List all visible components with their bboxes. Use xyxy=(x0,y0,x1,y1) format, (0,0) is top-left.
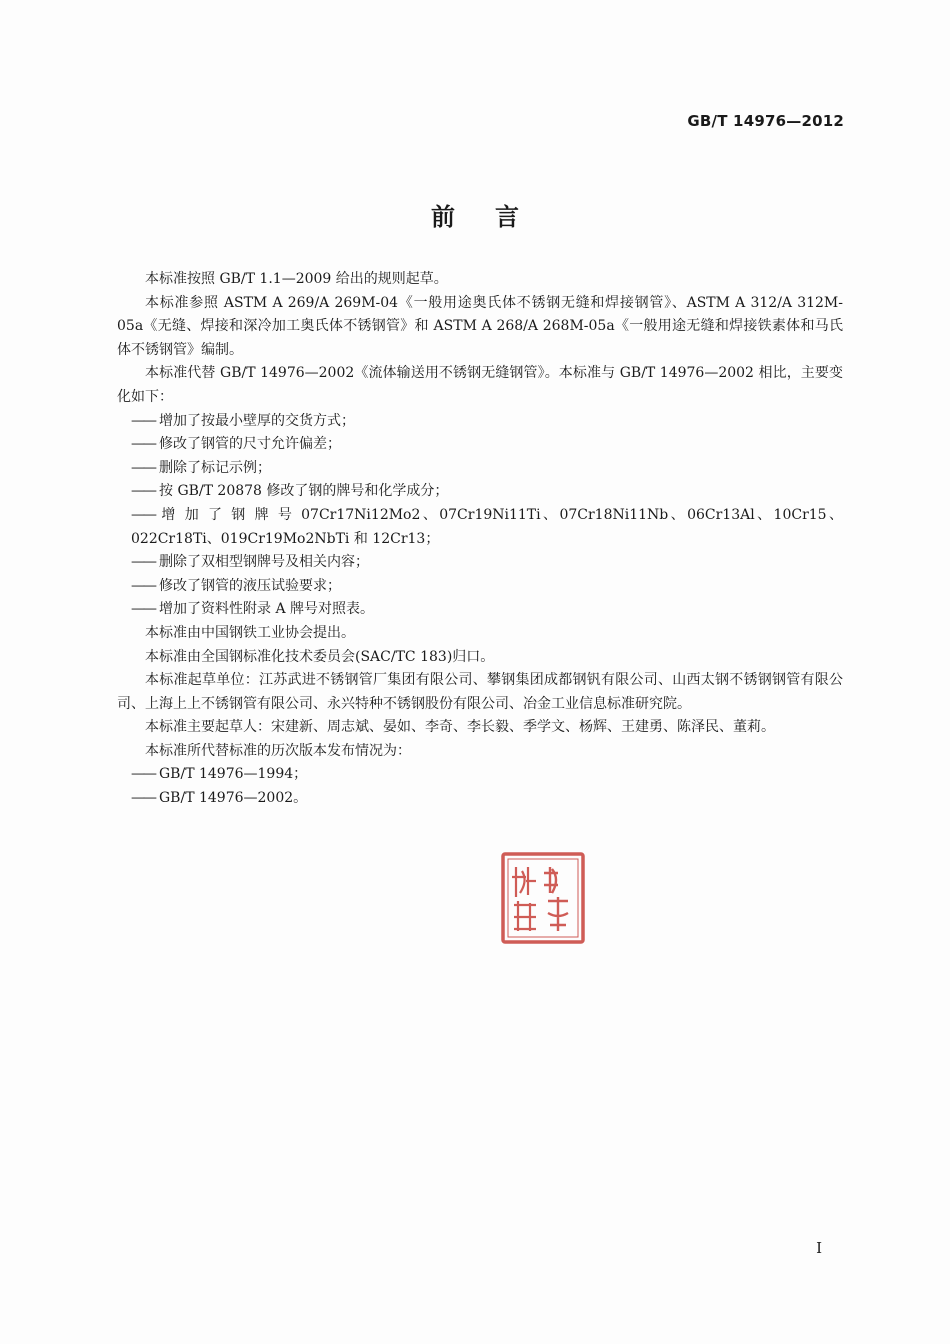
change-item: —— 修改了钢管的液压试验要求； xyxy=(117,575,843,599)
dash-mark: —— xyxy=(131,436,155,453)
paragraph-drafting-rules: 本标准按照 GB/T 1.1—2009 给出的规则起草。 xyxy=(145,271,448,287)
change-item: —— 增 加 了 钢 牌 号 07Cr17Ni12Mo2、07Cr19Ni11Ti、07Cr18Ni11Nb、06Cr13Al、10Cr15、022Cr18Ti、019Cr19Mo2NbTi 和 12Cr13； xyxy=(117,504,843,551)
dash-mark: —— xyxy=(131,459,155,476)
paragraph-replacement: 本标准代替 GB/T 14976—2002《流体输送用不锈钢无缝钢管》。本标准与 GB/T 14976—2002 相比，主要变化如下： xyxy=(117,365,843,405)
dash-mark: —— xyxy=(131,766,155,783)
dash-mark: —— xyxy=(131,601,155,618)
seal-glyph xyxy=(512,867,536,897)
dash-mark: —— xyxy=(131,483,155,500)
red-seal-stamp xyxy=(500,851,586,945)
change-item: —— 按 GB/T 20878 修改了钢的牌号和化学成分； xyxy=(117,480,843,504)
dash-mark: —— xyxy=(131,506,155,523)
dash-mark: —— xyxy=(131,577,155,594)
dash-mark: —— xyxy=(131,790,155,807)
paragraph-jurisdiction: 本标准由全国钢标准化技术委员会(SAC/TC 183)归口。 xyxy=(145,648,495,665)
seal-glyph xyxy=(548,897,568,931)
standard-number: GB/T 14976—2012 xyxy=(687,112,844,130)
paragraph-history-intro: 本标准所代替标准的历次版本发布情况为： xyxy=(145,742,411,759)
change-item: —— 删除了双相型钢牌号及相关内容； xyxy=(117,551,843,575)
dash-mark: —— xyxy=(131,412,155,429)
change-item: —— 删除了标记示例； xyxy=(117,457,843,481)
paragraph-proposed-by: 本标准由中国钢铁工业协会提出。 xyxy=(145,624,355,641)
foreword-body xyxy=(117,268,843,811)
change-item: —— 修改了钢管的尺寸允许偏差； xyxy=(117,433,843,457)
paragraph-reference-standards: 本标准参照 ASTM A 269/A 269M-04《一般用途奥氏体不锈钢无缝和焊接钢管》、ASTM A 312/A 312M-05a《无缝、焊接和深冷加工奥氏体不锈钢管》和 ASTM A 268/A 268M-05a《一般用途无缝和焊接铁素体和马氏体不锈钢管》编制。 xyxy=(117,294,843,358)
change-item: —— 增加了资料性附录 A 牌号对照表。 xyxy=(117,598,843,622)
page-number: I xyxy=(816,1239,822,1257)
history-item: —— GB/T 14976—1994； xyxy=(117,763,843,787)
paragraph-drafting-units: 本标准起草单位：江苏武进不锈钢管厂集团有限公司、攀钢集团成都钢钒有限公司、山西太钢不锈钢钢管有限公司、上海上上不锈钢管有限公司、永兴特种不锈钢股份有限公司、冶金工业信息标准研究院。 xyxy=(117,672,843,712)
seal-glyph xyxy=(514,901,536,931)
history-item: —— GB/T 14976—2002。 xyxy=(117,787,843,811)
change-item: —— 增加了按最小壁厚的交货方式； xyxy=(117,410,843,434)
dash-mark: —— xyxy=(131,554,155,571)
page-title: 前言 xyxy=(431,203,559,231)
paragraph-drafters: 本标准主要起草人：宋建新、周志斌、晏如、李奇、李长毅、季学文、杨辉、王建勇、陈泽民、董莉。 xyxy=(145,719,775,736)
seal-glyph xyxy=(544,867,558,893)
